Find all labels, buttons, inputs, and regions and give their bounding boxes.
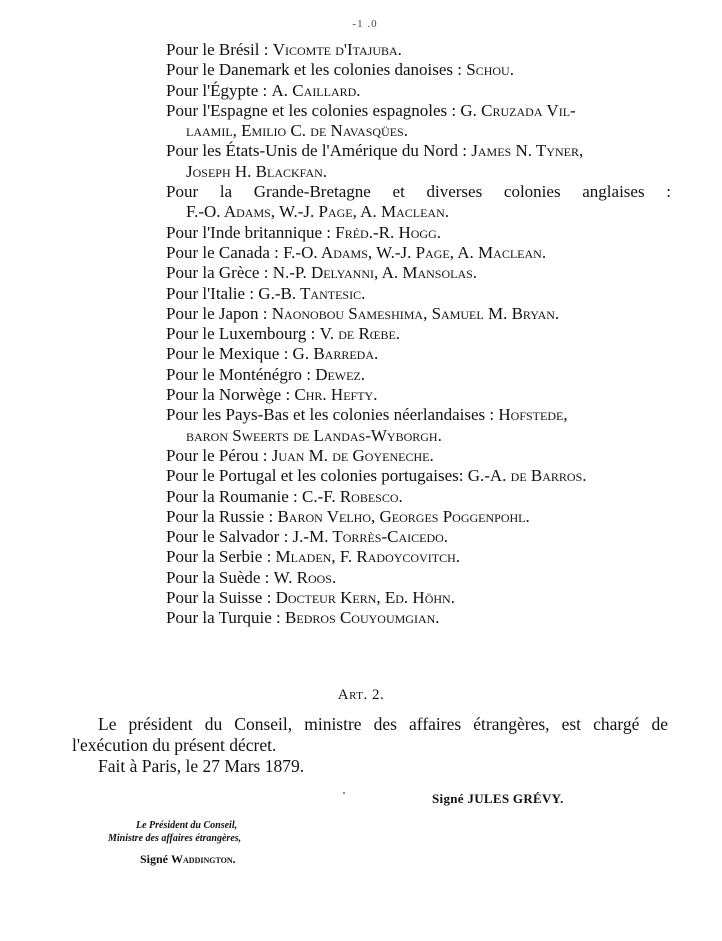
- country-label: Pour le Luxembourg :: [166, 324, 320, 344]
- delegate-names: G. Cruzada Vil-: [460, 100, 576, 120]
- delegate-names: A. Caillard.: [271, 80, 361, 100]
- delegate-entry-pays-bas: [166, 405, 671, 446]
- delegate-entry-norwege: [166, 385, 671, 405]
- delegate-entry-bresil: [166, 40, 671, 60]
- delegate-entry-salvador: [166, 527, 671, 547]
- country-label: Pour la Grèce :: [166, 263, 273, 283]
- country-label: Pour le Pérou :: [166, 445, 272, 465]
- president-signature: [432, 791, 564, 807]
- minister-title-line-2: Ministre des affaires étrangères,: [108, 833, 242, 844]
- country-label: Pour l'Espagne et les colonies espagnoles :: [166, 100, 461, 120]
- article-body: [72, 714, 668, 777]
- delegate-entry-suede: [166, 568, 671, 588]
- delegate-entry-italie: [166, 284, 671, 304]
- country-label: Pour la Norwège :: [166, 385, 295, 405]
- delegates-list: [166, 40, 671, 629]
- minister-title-line-1: Le Président du Conseil,: [136, 820, 238, 831]
- delegate-names-continuation: laamil, Emilio C. de Navasqües.: [186, 121, 408, 141]
- delegate-entry-grande-bretagne: [166, 182, 671, 223]
- signed-label: Signé: [140, 852, 172, 866]
- delegate-entry-grece: [166, 263, 671, 283]
- delegate-names: W. Roos.: [273, 567, 337, 587]
- delegate-entry-danemark: [166, 60, 671, 80]
- delegate-names: Juan M. de Goyeneche.: [271, 445, 434, 465]
- delegate-names: F.-O. Adams, W.-J. Page, A. Maclean.: [283, 242, 547, 262]
- article-paragraph: Le président du Conseil, ministre des affaires étrangères, est chargé de l'exécution du présent décret.: [72, 714, 668, 755]
- delegate-entry-suisse: [166, 588, 671, 608]
- delegate-names: Docteur Kern, Ed. Höhn.: [275, 588, 455, 608]
- delegate-names: Vicomte d'Itajuba.: [272, 40, 402, 59]
- country-label: Pour le Mexique :: [166, 344, 293, 364]
- delegate-names: Bedros Couyoumgian.: [285, 608, 440, 628]
- country-label: Pour la Serbie :: [166, 547, 276, 567]
- country-label: Pour les Pays-Bas et les colonies néerlandaises :: [166, 405, 499, 425]
- minister-name: Waddington.: [171, 852, 236, 866]
- delegate-entry-perou: [166, 446, 671, 466]
- delegate-entry-canada: [166, 243, 671, 263]
- ink-speck: [343, 792, 345, 794]
- delegate-names: Baron Velho, Georges Poggenpohl.: [277, 506, 530, 526]
- minister-countersignature: [108, 819, 348, 867]
- country-label: Pour la Grande-Bretagne et diverses colonies anglaises :: [166, 182, 671, 202]
- country-label: Pour la Turquie :: [166, 608, 286, 628]
- country-label: Pour le Salvador :: [166, 527, 293, 547]
- country-label: Pour le Portugal et les colonies portugaises:: [166, 466, 468, 486]
- country-label: Pour le Brésil :: [166, 40, 273, 59]
- country-label: Pour la Suisse :: [166, 588, 276, 608]
- delegate-names-continuation: F.-O. Adams, W.-J. Page, A. Maclean.: [186, 202, 449, 222]
- delegate-names: C.-F. Robesco.: [301, 486, 403, 506]
- delegate-entry-turquie: [166, 608, 671, 628]
- delegate-names: J.-M. Torrès-Caicedo.: [292, 527, 449, 547]
- delegate-names: Naonobou Sameshima, Samuel M. Bryan.: [271, 303, 560, 323]
- country-label: Pour la Roumanie :: [166, 486, 302, 506]
- delegate-entry-luxembourg: [166, 324, 671, 344]
- delegate-names: V. de Rœbe.: [319, 324, 401, 344]
- delegate-names: Fréd.-R. Hogg.: [335, 222, 441, 242]
- delegate-entry-egypte: [166, 81, 671, 101]
- delegate-names: Dewez.: [315, 364, 366, 384]
- country-label: Pour le Japon :: [166, 303, 272, 323]
- delegate-entry-etats-unis: [166, 141, 671, 182]
- delegate-names: Chr. Hefty.: [294, 385, 378, 405]
- delegate-entry-russie: [166, 507, 671, 527]
- delegate-names: N.-P. Delyanni, A. Mansolas.: [272, 263, 478, 283]
- delegate-entry-montenegro: [166, 365, 671, 385]
- page-number-fragment: -1 .0: [352, 18, 378, 30]
- delegate-entry-mexique: [166, 344, 671, 364]
- delegate-names: G.-B. Tantesic.: [258, 283, 366, 303]
- delegate-names: Hofstede,: [498, 405, 568, 425]
- article-title: Art. 2.: [337, 687, 385, 703]
- delegate-entry-portugal: [166, 466, 671, 486]
- country-label: Pour la Suède :: [166, 567, 274, 587]
- delegate-names-continuation: Joseph H. Blackfan.: [186, 161, 328, 181]
- delegate-names-continuation: baron Sweerts de Landas-Wyborgh.: [186, 425, 442, 445]
- country-label: Pour la Russie :: [166, 506, 278, 526]
- delegate-entry-japon: [166, 304, 671, 324]
- delegate-names: G.-A. de Barros.: [467, 466, 587, 486]
- delegate-names: Mladen, F. Radoycovitch.: [275, 547, 460, 567]
- delegate-names: James N. Tyner,: [471, 141, 584, 161]
- signed-label: Signé: [432, 791, 468, 806]
- country-label: Pour l'Inde britannique :: [166, 222, 336, 242]
- country-label: Pour le Canada :: [166, 242, 284, 262]
- country-label: Pour le Monténégro :: [166, 364, 316, 384]
- country-label: Pour l'Italie :: [166, 283, 259, 303]
- country-label: Pour les États-Unis de l'Amérique du Nord :: [166, 141, 472, 161]
- delegate-names: Schou.: [466, 60, 514, 80]
- delegate-entry-serbie: [166, 547, 671, 567]
- delegate-entry-espagne: [166, 101, 671, 142]
- president-name: JULES GRÉVY.: [467, 791, 564, 806]
- delegate-entry-roumanie: [166, 487, 671, 507]
- country-label: Pour l'Égypte :: [166, 80, 272, 100]
- date-place-line: Fait à Paris, le 27 Mars 1879.: [98, 756, 305, 776]
- country-label: Pour le Danemark et les colonies danoises :: [166, 60, 467, 80]
- minister-signature: [108, 851, 348, 867]
- delegate-names: G. Barreda.: [292, 344, 379, 364]
- delegate-entry-inde: [166, 223, 671, 243]
